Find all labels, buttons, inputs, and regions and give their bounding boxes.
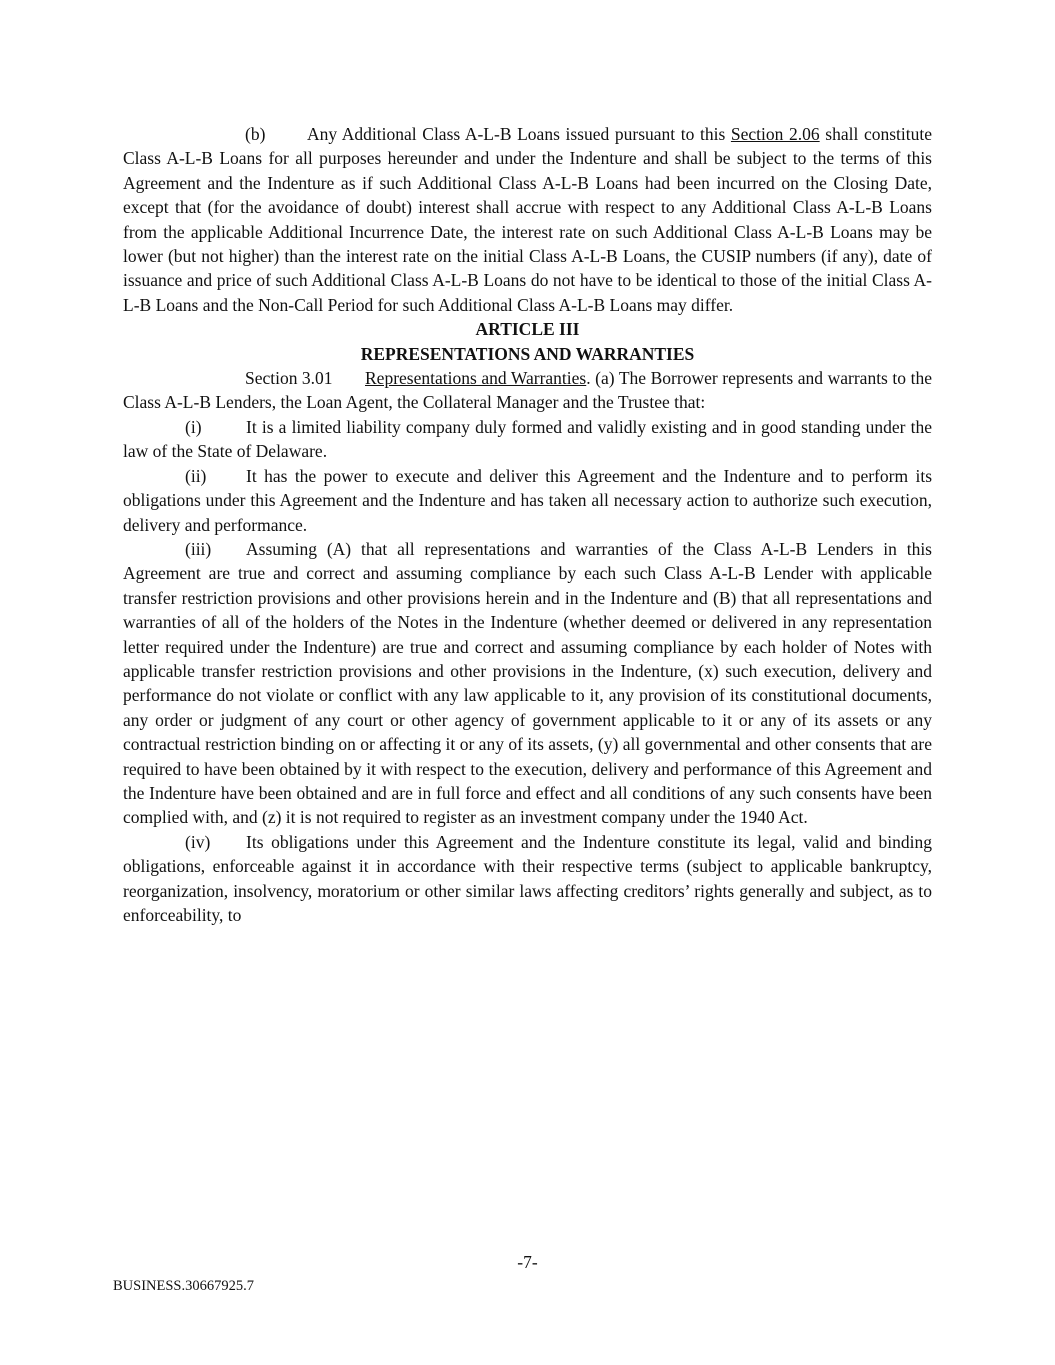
page-number: -7- bbox=[517, 1252, 538, 1272]
clause-ii bbox=[123, 464, 932, 537]
article-subheading: REPRESENTATIONS AND WARRANTIES bbox=[360, 343, 695, 364]
section-2-06-reference: Section 2.06 bbox=[730, 124, 820, 144]
clause-i bbox=[123, 415, 932, 464]
section-3-01-text: . (a) The Borrower represents and warrants to the Class A-L-B Lenders, the Loan Agent, the Collateral Manager and the Trustee that: bbox=[123, 368, 932, 413]
paragraph-b bbox=[123, 122, 932, 317]
paragraph-b-label: (b) bbox=[245, 124, 266, 144]
clause-ii-label: (ii) bbox=[185, 465, 207, 486]
document-id-footer: BUSINESS.30667925.7 bbox=[113, 1278, 254, 1294]
section-3-01-label: Section 3.01 bbox=[245, 368, 333, 389]
clause-iii bbox=[123, 537, 932, 830]
clause-iii-text: Assuming (A) that all representations and warranties of the Class A-L-B Lenders in this Agreement are true and correct and assuming compliance by each such Class A-L-B Lender with applicable transfer restriction provisions and other provisions herein and in the Indenture and (B) that all representations and warranties of all of the holders of the Notes in the Indenture (whether deemed or delivered in any representation letter required under the Indenture) are true and correct and assuming compliance by each holder of Notes with applicable transfer restriction provisions and other provisions in the Indenture, (x) such execution, delivery and performance do not violate or conflict with any law applicable to it, any provision of its constitutional documents, any order or judgment of any court or other agency of government applicable to it or any of its assets or any contractual restriction binding on or affecting it or any of its assets, (y) all governmental and other consents that are required to have been obtained by it with respect to the execution, delivery and performance of this Agreement and the Indenture have been obtained and are in full force and effect and all conditions of any such consents have been complied with, and (z) it is not required to register as an investment company under the 1940 Act. bbox=[123, 538, 932, 828]
article-heading: ARTICLE III bbox=[475, 319, 580, 340]
paragraph-b-text-after: shall constitute Class A-L-B Loans for all purposes hereunder and under the Indenture and shall be subject to the terms of this Agreement and the Indenture as if such Additional Class A-L-B Loans had been incurred on the Closing Date, except that (for the avoidance of doubt) interest shall accrue with respect to any Additional Class A-L-B Loans from the applicable Additional Incurrence Date, the interest rate on such Additional Class A-L-B Loans may be lower (but not higher) than the interest rate on the initial Class A-L-B Loans, the CUSIP numbers (if any), date of issuance and price of such Additional Class A-L-B Loans do not have to be identical to those of the initial Class A-L-B Loans and the Non-Call Period for such Additional Class A-L-B Loans may differ. bbox=[123, 124, 932, 315]
section-3-01-title: Representations and Warranties bbox=[365, 368, 587, 389]
paragraph-b-text-before: Any Additional Class A-L-B Loans issued pursuant to this bbox=[307, 124, 731, 144]
document-body bbox=[123, 122, 932, 927]
clause-iv-text: Its obligations under this Agreement and the Indenture constitute its legal, valid and binding obligations, enforceable against it in accordance with their respective terms (subject to applicable bankruptcy, reorganization, insolvency, moratorium or other similar laws affecting creditors’ rights generally and subject, as to enforceability, to bbox=[123, 831, 932, 925]
section-3-01-paragraph bbox=[123, 366, 932, 415]
clause-i-text: It is a limited liability company duly formed and validly existing and in good standing under the law of the State of Delaware. bbox=[123, 416, 932, 462]
clause-i-label: (i) bbox=[185, 416, 202, 437]
clause-iv bbox=[123, 830, 932, 928]
clause-iv-label: (iv) bbox=[185, 831, 211, 852]
clause-iii-label: (iii) bbox=[185, 538, 212, 559]
clause-ii-text: It has the power to execute and deliver this Agreement and the Indenture and to perform its obligations under this Agreement and the Indenture and has taken all necessary action to authorize such execution, delivery and performance. bbox=[123, 465, 932, 535]
